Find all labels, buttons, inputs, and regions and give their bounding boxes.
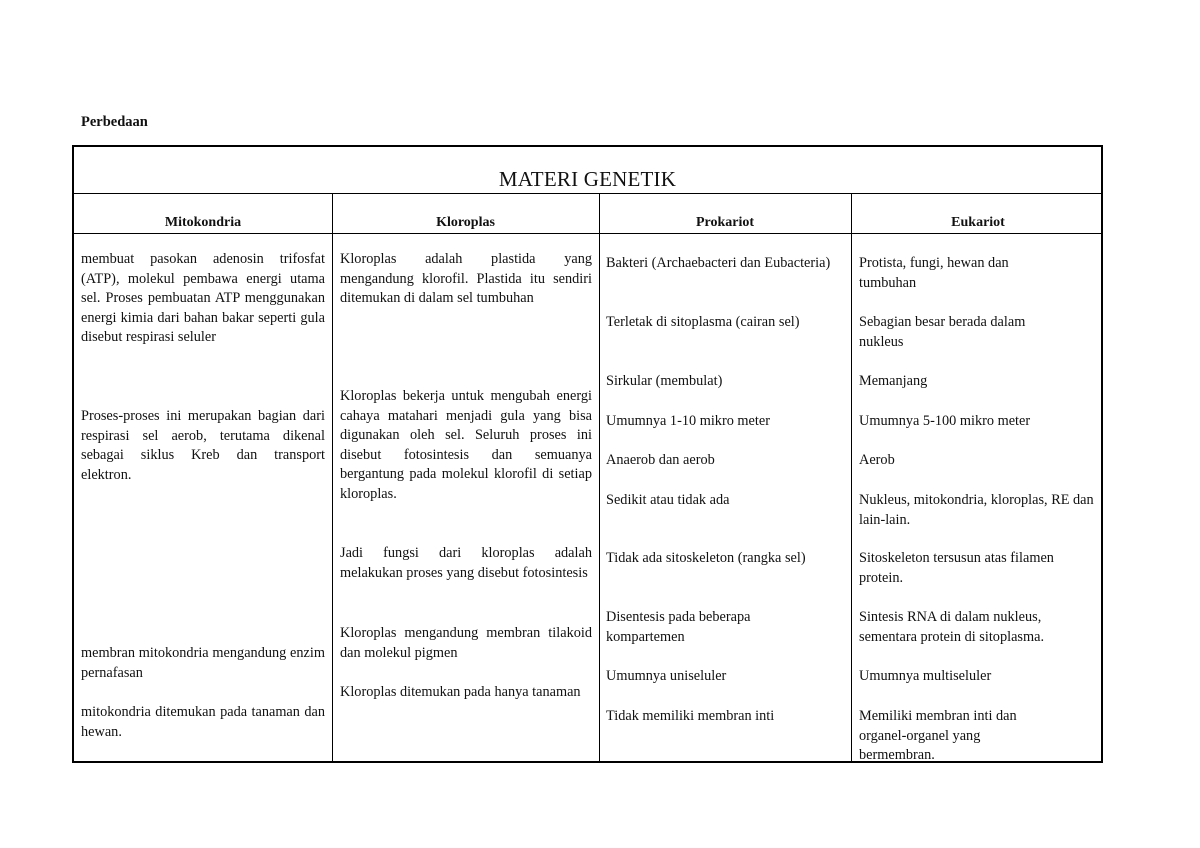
eukariot-item-4: Umumnya 5-100 mikro meter xyxy=(859,413,1031,429)
eukariot-item-6: Nukleus, mitokondria, kloroplas, RE dan lain-lain. xyxy=(859,492,1094,528)
eukariot-item-7: Sitoskeleton tersusun atas filamen protein. xyxy=(859,550,1054,586)
prokariot-item-3: Sirkular (membulat) xyxy=(606,373,723,389)
column-divider-2 xyxy=(599,193,600,761)
mitokondria-text-1: membuat pasokan adenosin trifosfat (ATP), molekul pembawa energi utama sel. Proses pembuatan ATP menggunakan energi kimia dari bahan bakar seperti gula disebut respirasi seluler xyxy=(81,251,325,346)
kloroplas-text-2: Kloroplas bekerja untuk mengubah energi cahaya matahari menjadi gula yang bisa digunakan oleh sel. Seluruh proses ini disebut fotosintesis dan semuanya bergantung pada molekul klorofil di setiap kloroplas. xyxy=(340,388,592,502)
eukariot-item-8: Sintesis RNA di dalam nukleus, sementara protein di sitoplasma. xyxy=(859,609,1045,645)
kloroplas-text-1: Kloroplas adalah plastida yang mengandung klorofil. Plastida itu sendiri ditemukan di dalam sel tumbuhan xyxy=(340,251,592,307)
prokariot-item-2: Terletak di sitoplasma (cairan sel) xyxy=(606,314,800,330)
prokariot-item-1: Bakteri (Archaebacteri dan Eubacteria) xyxy=(606,255,831,271)
column-divider-1 xyxy=(332,193,333,761)
prokariot-item-10: Tidak memiliki membran inti xyxy=(606,708,775,724)
prokariot-item-9: Umumnya uniseluler xyxy=(606,668,727,684)
title-divider xyxy=(74,193,1101,194)
kloroplas-text-4: Kloroplas mengandung membran tilakoid dan molekul pigmen xyxy=(340,625,592,661)
prokariot-item-8: Disentesis pada beberapa kompartemen xyxy=(606,609,751,645)
mitokondria-text-2: Proses-proses ini merupakan bagian dari respirasi sel aerob, terutama dikenal sebagai siklus Kreb dan transport elektron. xyxy=(81,408,325,483)
page-heading: Perbedaan xyxy=(81,114,148,130)
prokariot-item-5: Anaerob dan aerob xyxy=(606,452,715,468)
prokariot-item-6: Sedikit atau tidak ada xyxy=(606,492,730,508)
eukariot-item-3: Memanjang xyxy=(859,373,928,389)
eukariot-item-1: Protista, fungi, hewan dan tumbuhan xyxy=(859,255,1009,291)
header-divider xyxy=(74,233,1101,234)
col-header-kloroplas: Kloroplas xyxy=(436,215,495,230)
mitokondria-text-4: mitokondria ditemukan pada tanaman dan hewan. xyxy=(81,704,325,740)
eukariot-item-5: Aerob xyxy=(859,452,895,468)
prokariot-item-7: Tidak ada sitoskeleton (rangka sel) xyxy=(606,550,806,566)
col-header-prokariot: Prokariot xyxy=(695,215,755,230)
col-header-mitokondria: Mitokondria xyxy=(164,215,242,230)
col-header-eukariot: Eukariot xyxy=(951,215,1005,230)
eukariot-item-10: Memiliki membran inti dan organel-organel yang bermembran. xyxy=(859,708,1017,764)
prokariot-item-4: Umumnya 1-10 mikro meter xyxy=(606,413,770,429)
eukariot-item-9: Umumnya multiseluler xyxy=(859,668,992,684)
kloroplas-text-3: Jadi fungsi dari kloroplas adalah melakukan proses yang disebut fotosintesis xyxy=(340,545,592,581)
column-divider-3 xyxy=(851,193,852,761)
kloroplas-text-5: Kloroplas ditemukan pada hanya tanaman xyxy=(340,684,581,700)
comparison-table xyxy=(72,145,1103,763)
table-title: MATERI GENETIK xyxy=(498,167,677,191)
eukariot-item-2: Sebagian besar berada dalam nukleus xyxy=(859,314,1026,350)
mitokondria-text-3: membran mitokondria mengandung enzim pernafasan xyxy=(81,645,325,681)
